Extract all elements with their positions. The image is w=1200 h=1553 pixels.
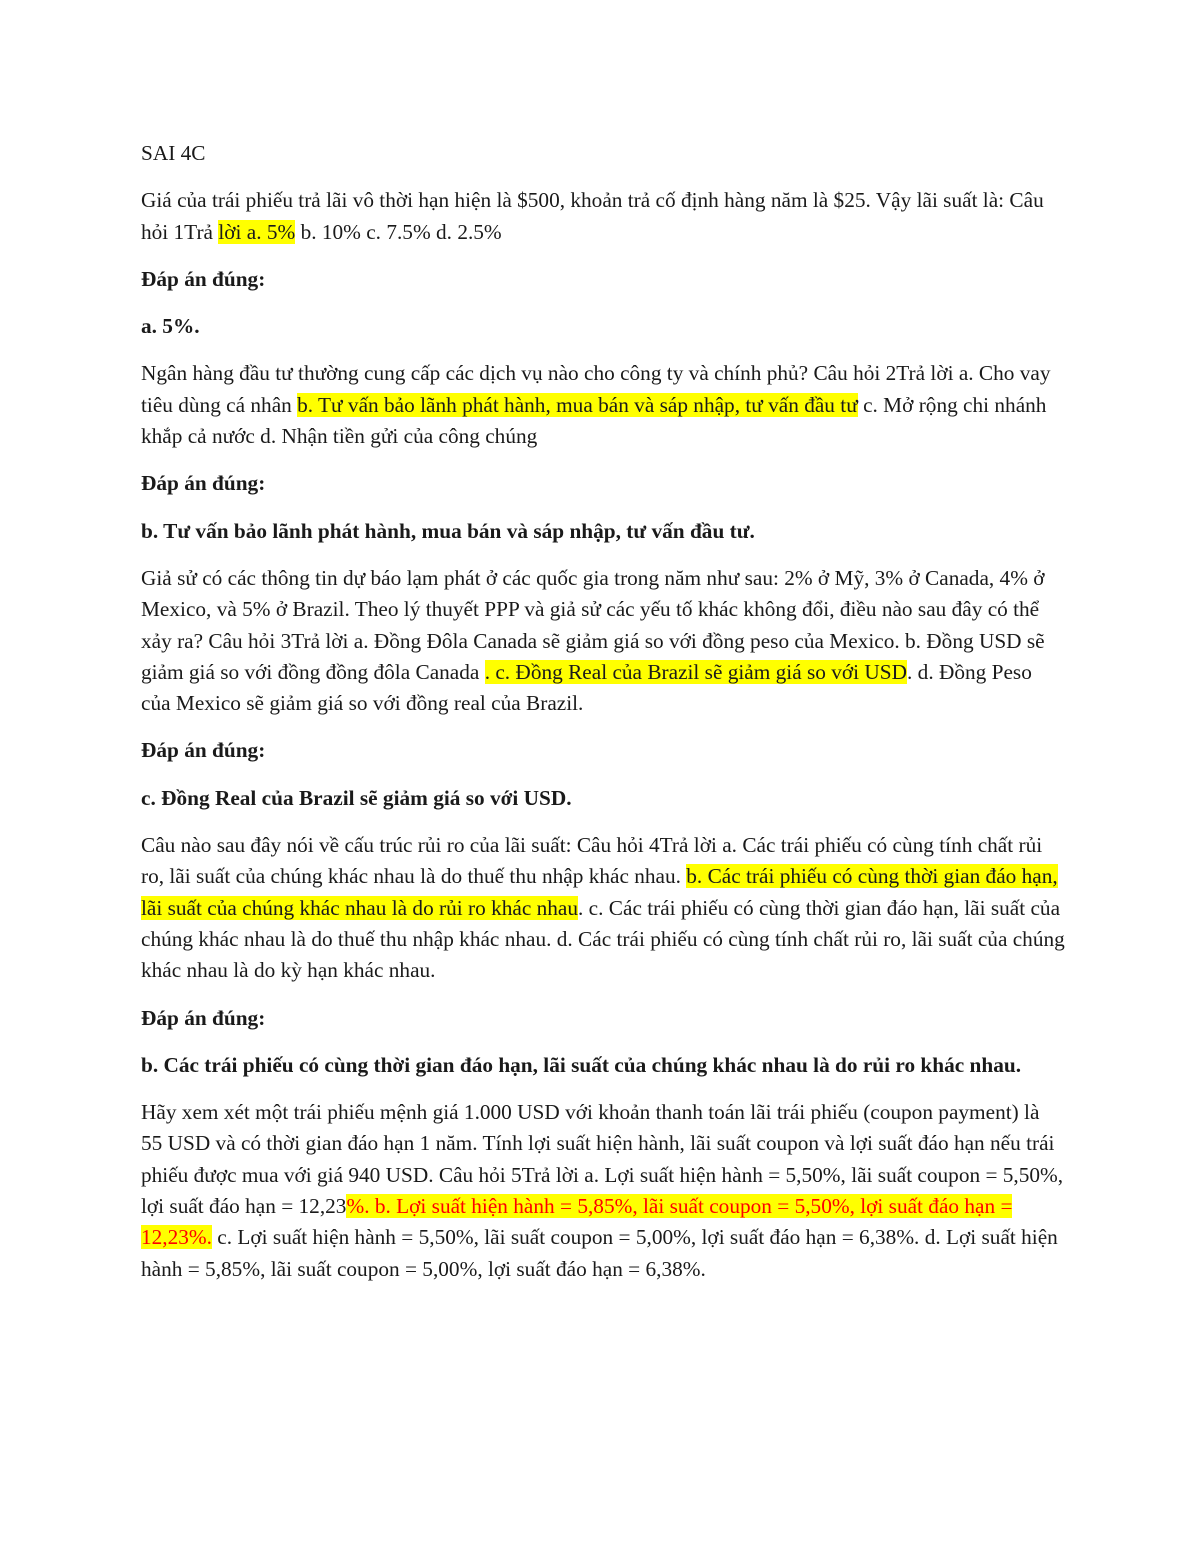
question-2-highlight: b. Tư vấn bảo lãnh phát hành, mua bán và sáp nhập, tư vấn đầu tư — [297, 392, 858, 417]
question-2-prefix: Ngân hàng đầu tư thường cung cấp các dịch vụ nào cho công ty và chính phủ? Câu hỏi 2Trả lời a. Cho vay tiêu dùng cá nhân — [141, 361, 1051, 417]
question-3-highlight: . c. Đồng Real của Brazil sẽ giảm giá so với USD — [484, 659, 908, 684]
question-3-prefix: Giả sử có các thông tin dự báo lạm phát ở các quốc gia trong năm như sau: 2% ở Mỹ, 3% ở Canada, 4% ở Mexico, và 5% ở Brazil. Theo lý thuyết PPP và giả sử các yếu tố khác không đổi, điều nào sau đây có thể xảy ra? Câu hỏi 3Trả lời a. Đồng Đôla Canada sẽ giảm giá so với đồng peso của Mexico. b. Đồng USD sẽ giảm giá so với đồng đồng đôla Canada — [141, 565, 1045, 684]
question-5-prefix: Hãy xem xét một trái phiếu mệnh giá 1.000 USD với khoản thanh toán lãi trái phiếu (coupon payment) là 55 USD và có thời gian đáo hạn 1 năm. Tính lợi suất hiện hành, lãi suất coupon và lợi suất đáo hạn nếu trái phiếu được mua với giá 940 USD. Câu hỏi 5Trả lời a. Lợi suất hiện hành = 5,50%, lãi suất coupon = 5,50%, lợi suất đáo hạn = 12,23 — [141, 1100, 1064, 1219]
answer-3-label: Đáp án đúng: — [141, 738, 266, 763]
answer-4: b. Các trái phiếu có cùng thời gian đáo hạn, lãi suất của chúng khác nhau là do rủi ro khác nhau. — [141, 1052, 1022, 1077]
question-3-suffix: . d. Đồng Peso của Mexico sẽ giảm giá so với đồng real của Brazil. — [141, 659, 1032, 716]
question-3 — [141, 563, 1066, 719]
question-4-highlight: b. Các trái phiếu có cùng thời gian đáo hạn, lãi suất của chúng khác nhau là do rủi ro khác nhau — [141, 864, 1058, 920]
question-4 — [141, 830, 1066, 986]
answer-1-label: Đáp án đúng: — [141, 266, 266, 291]
answer-2-label: Đáp án đúng: — [141, 471, 266, 496]
answer-2: b. Tư vấn bảo lãnh phát hành, mua bán và sáp nhập, tư vấn đầu tư. — [141, 518, 755, 543]
answer-3: c. Đồng Real của Brazil sẽ giảm giá so với USD. — [141, 785, 572, 810]
question-5-suffix: c. Lợi suất hiện hành = 5,50%, lãi suất coupon = 5,00%, lợi suất đáo hạn = 6,38%. d. Lợi suất hiện hành = 5,85%, lãi suất coupon = 5,00%, lợi suất đáo hạn = 6,38%. — [141, 1225, 1058, 1281]
question-1-prefix: Giá của trái phiếu trả lãi vô thời hạn hiện là $500, khoản trả cố định hàng năm là $25. Vậy lãi suất là: Câu hỏi 1Trả — [141, 188, 1044, 244]
question-1-suffix: b. 10% c. 7.5% d. 2.5% — [295, 219, 502, 244]
question-1-highlight: lời a. 5% — [218, 219, 296, 244]
question-5 — [141, 1097, 1066, 1285]
answer-4-label: Đáp án đúng: — [141, 1005, 266, 1030]
question-2 — [141, 358, 1066, 452]
answer-1: a. 5%. — [141, 314, 200, 339]
question-4-suffix: . c. Các trái phiếu có cùng thời gian đáo hạn, lãi suất của chúng khác nhau là do thuế thu nhập khác nhau. d. Các trái phiếu có cùng tính chất rủi ro, lãi suất của chúng khác nhau là do kỳ hạn khác nhau. — [141, 895, 1065, 983]
document-title: SAI 4C — [141, 141, 206, 165]
question-5-highlight: %. b. Lợi suất hiện hành = 5,85%, lãi suất coupon = 5,50%, lợi suất đáo hạn = 12,23%. — [141, 1194, 1013, 1250]
document-page — [141, 138, 1066, 1301]
question-1 — [141, 185, 1066, 248]
question-4-prefix: Câu nào sau đây nói về cấu trúc rủi ro của lãi suất: Câu hỏi 4Trả lời a. Các trái phiếu có cùng tính chất rủi ro, lãi suất của chúng khác nhau là do thuế thu nhập khác nhau. — [141, 833, 1043, 889]
question-2-suffix: c. Mở rộng chi nhánh khắp cả nước d. Nhận tiền gửi của công chúng — [141, 392, 1047, 449]
